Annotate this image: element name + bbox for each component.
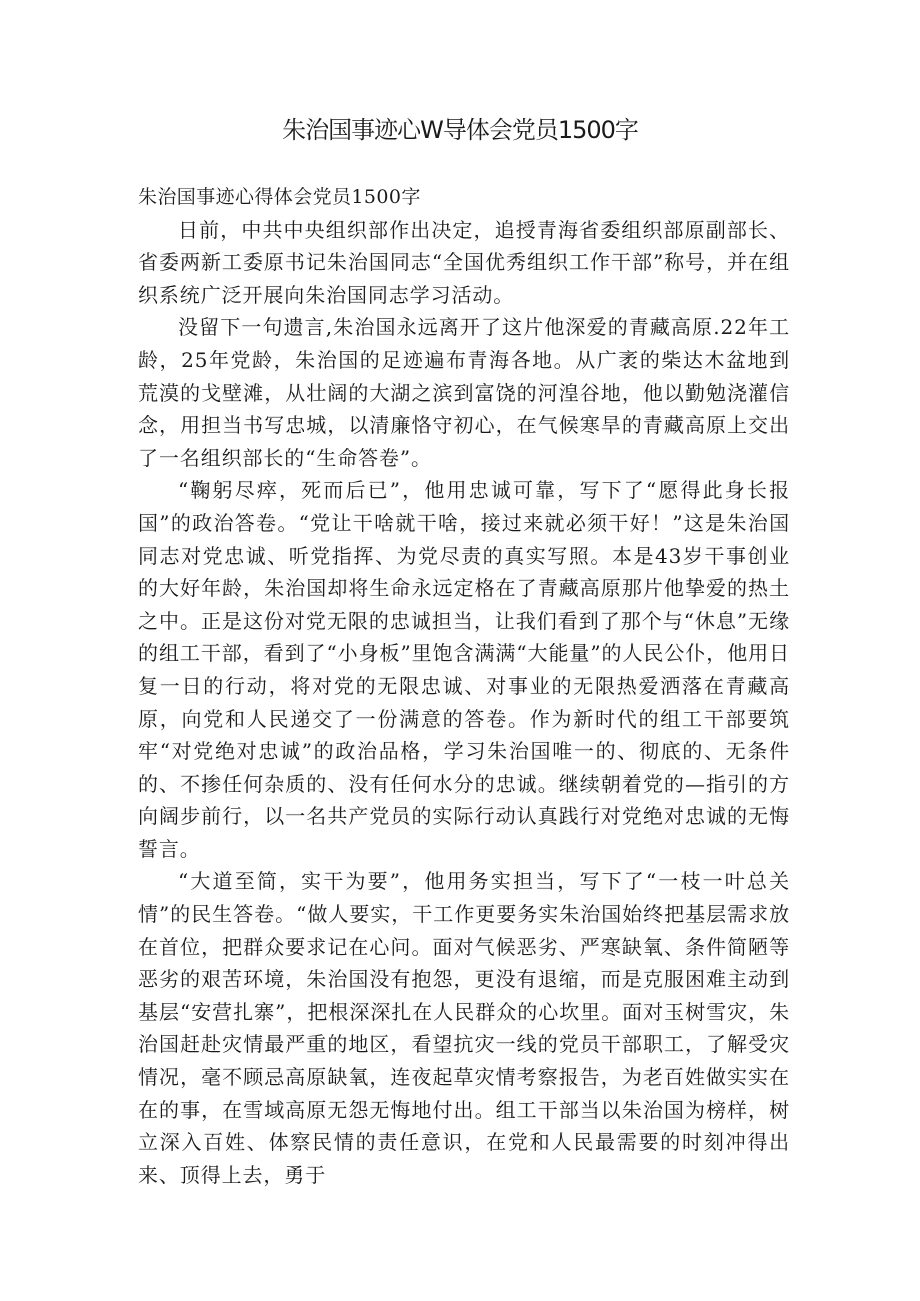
paragraph-3: “鞠躬尽瘁，死而后已”，他用忠诚可靠，写下了“愿得此身长报国”的政治答卷。“党让干啥就干啥，接过来就必须干好！”这是朱治国同志对党忠诚、听党指挥、为党尽责的真实写照。本是43岁干事创业的大好年龄，朱治国却将生命永远定格在了青藏高原那片他挚爱的热土之中。正是这份对党无限的忠诚担当，让我们看到了那个与“休息”无缘的组工干部，看到了“小身板”里饱含满满“大能量”的人民公仆，他用日复一日的行动，将对党的无限忠诚、对事业的无限热爱洒落在青藏高原，向党和人民递交了一份满意的答卷。作为新时代的组工干部要筑牢“对党绝对忠诚”的政治品格，学习朱治国唯一的、彻底的、无条件的、不掺任何杂质的、没有任何水分的忠诚。继续朝着党的—指引的方向阔步前行，以一名共产党员的实际行动认真践行对党绝对忠诚的无悔誓言。 xyxy=(138,478,790,861)
document-subtitle: 朱治国事迹心得体会党员1500字 xyxy=(138,186,421,208)
paragraph-2: 没留下一句遗言,朱治国永远离开了这片他深爱的青藏高原.22年工龄，25年党龄，朱治国的足迹遍布青海各地。从广袤的柴达木盆地到荒漠的戈壁滩，从壮阔的大湖之滨到富饶的河湟谷地，他以勤勉浇灌信念，用担当书写忠城，以清廉恪守初心，在气候寒旱的青藏高原上交出了一名组织部长的“生命答卷”。 xyxy=(138,315,790,470)
document-title: 朱治国事迹心W导体会党员1500字 xyxy=(282,116,638,144)
document-body xyxy=(138,181,790,1191)
paragraph-1: 日前，中共中央组织部作出决定，追授青海省委组织部原副部长、省委两新工委原书记朱治国同志“全国优秀组织工作干部”称号，并在组织系统广泛开展向朱治国同志学习活动。 xyxy=(138,217,790,307)
paragraph-4: “大道至简，实干为要”，他用务实担当，写下了“一枝一叶总关情”的民生答卷。“做人要实，干工作更要务实朱治国始终把基层需求放在首位，把群众要求记在心问。面对气候恶劣、严寒缺氧、条件简陋等恶劣的艰苦环境，朱治国没有抱怨，更没有退缩，而是克服困难主动到基层“安营扎寨”，把根深深扎在人民群众的心坎里。面对玉树雪灾，朱治国赶赴灾情最严重的地区，看望抗灾一线的党员干部职工，了解受灾情况，毫不顾忌高原缺氧，连夜起草灾情考察报告，为老百姓做实实在在的事，在雪域高原无怨无悔地付出。组工干部当以朱治国为榜样，树立深入百姓、体察民情的责任意识，在党和人民最需要的时刻冲得出来、顶得上去，勇于 xyxy=(138,869,790,1187)
